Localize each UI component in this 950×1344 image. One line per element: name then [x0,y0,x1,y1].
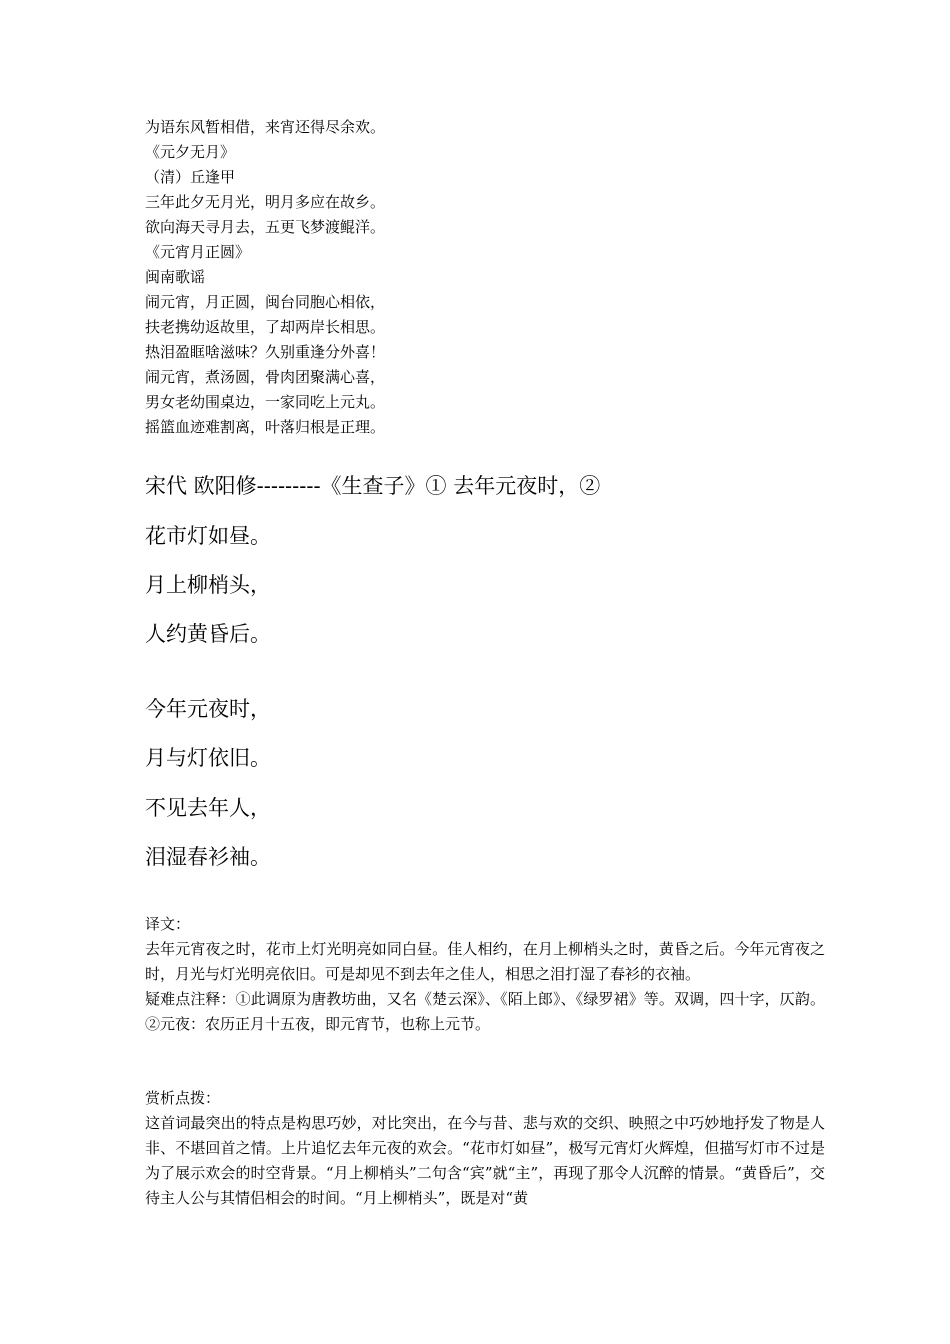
text-line: 为语东风暂相借，来宵还得尽余欢。 [145,118,386,136]
text-line: 扶老携幼返故里，了却两岸长相思。 [145,318,386,336]
translation-section [145,912,825,1037]
poem-line: 月与灯依旧。 [145,746,271,770]
text-line: 摇篮血迹难割离，叶落归根是正理。 [145,418,386,436]
text-line: 热泪盈眶啥滋味？久别重逢分外喜！ [145,343,386,361]
poem-author: （清）丘逢甲 [145,168,236,186]
poem-line: 月上柳梢头， [145,573,271,597]
text-line: 闹元宵，月正圆，闽台同胞心相依， [145,293,386,311]
poem-title: 《元夕无月》 [145,143,236,161]
poem-line: 今年元夜时， [145,697,271,721]
text-line: 三年此夕无月光，明月多应在故乡。 [145,193,386,211]
translation-label: 译文： [145,915,191,933]
poem-heading: 宋代 欧阳修---------《生查子》① 去年元夜时，② [145,474,601,498]
poem-line: 人约黄昏后。 [145,622,271,646]
analysis-text: 这首词最突出的特点是构思巧妙，对比突出，在今与昔、悲与欢的交织、映照之中巧妙地抒发了物是人非、不堪回首之情。上片追忆去年元夜的欢会。“花市灯如昼”，极写元宵灯火辉煌，但描写灯市不过是为了展示欢会的时空背景。“月上柳梢头”二句含“宾”就“主”，再现了那令人沉醉的情景。“黄昏后”，交待主人公与其情侣相会的时间。“月上柳梢头”，既是对“黄 [145,1114,825,1207]
top-poems-section [145,115,825,440]
poem-author: 闽南歌谣 [145,268,206,286]
poem-line: 不见去年人， [145,796,271,820]
poem-line: 泪湿春衫袖。 [145,845,271,869]
translation-text: 去年元宵夜之时，花市上灯光明亮如同白昼。佳人相约，在月上柳梢头之时，黄昏之后。今年元宵夜之时，月光与灯光明亮依旧。可是却见不到去年之佳人，相思之泪打湿了春衫的衣袖。 [145,940,825,983]
poem-line: 花市灯如昼。 [145,524,271,548]
text-line: 欲向海天寻月去，五更飞梦渡鲲洋。 [145,218,386,236]
analysis-section [145,1086,825,1211]
notes-text: 疑难点注释：①此调原为唐教坊曲，又名《楚云深》、《陌上郎》、《绿罗裙》等。双调，四十字，仄韵。 ②元夜：农历正月十五夜，即元宵节，也称上元节。 [145,990,825,1033]
poem-title: 《元宵月正圆》 [145,243,251,261]
analysis-label: 赏析点拨： [145,1089,221,1107]
text-line: 闹元宵，煮汤圆，骨肉团聚满心喜， [145,368,386,386]
text-line: 男女老幼围桌边，一家同吃上元丸。 [145,393,386,411]
